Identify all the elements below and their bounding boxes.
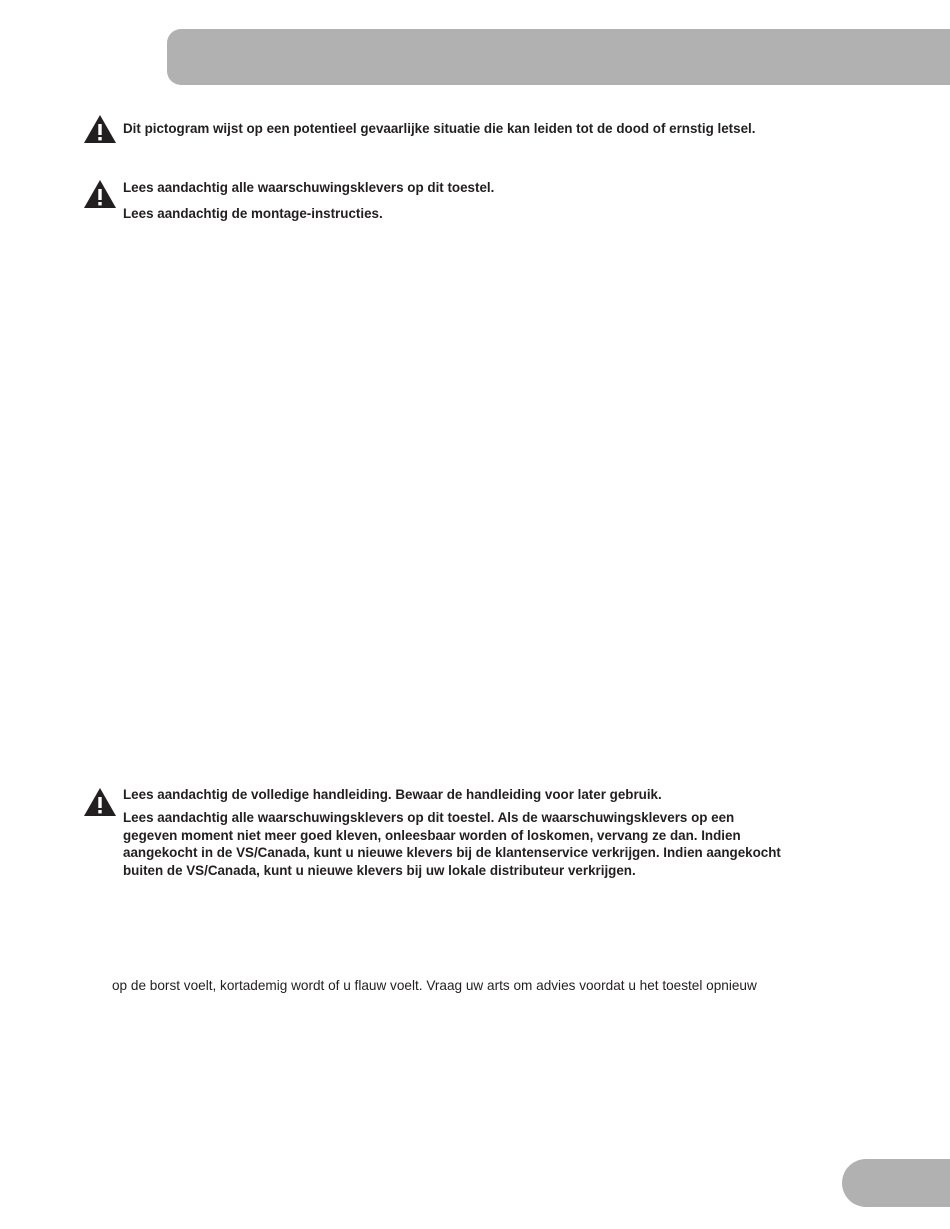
paragraph-line: buiten de VS/Canada, kunt u nieuwe klevers bij uw lokale distributeur verkrijgen. [123, 862, 636, 878]
read-manual-text: Lees aandachtig de volledige handleiding. Bewaar de handleiding voor later gebruik. [123, 787, 662, 802]
body-text-line: op de borst voelt, kortademig wordt of u flauw voelt. Vraag uw arts om advies voordat u het toestel opnieuw [112, 978, 757, 993]
read-warning-labels-text: Lees aandachtig alle waarschuwingsklevers op dit toestel. [123, 180, 495, 195]
header-bar [167, 29, 950, 85]
paragraph-line: Lees aandachtig alle waarschuwingsklevers op dit toestel. Als de waarschuwingsklevers op een [123, 810, 735, 825]
warning-triangle-icon [83, 787, 117, 817]
hazard-definition-text: Dit pictogram wijst op een potentieel gevaarlijke situatie die kan leiden tot de dood of ernstig letsel. [123, 121, 756, 136]
warning-triangle-icon [83, 114, 117, 144]
read-assembly-instructions-text: Lees aandachtig de montage-instructies. [123, 206, 383, 221]
page-number-tab [842, 1159, 950, 1207]
warning-triangle-icon [83, 179, 117, 209]
paragraph-line: aangekocht in de VS/Canada, kunt u nieuwe klevers bij de klantenservice verkrijgen. Indien aangekocht [123, 845, 781, 860]
paragraph-line: gegeven moment niet meer goed kleven, onleesbaar worden of loskomen, vervang ze dan. Indien [123, 827, 741, 843]
warning-labels-paragraph [123, 809, 903, 879]
